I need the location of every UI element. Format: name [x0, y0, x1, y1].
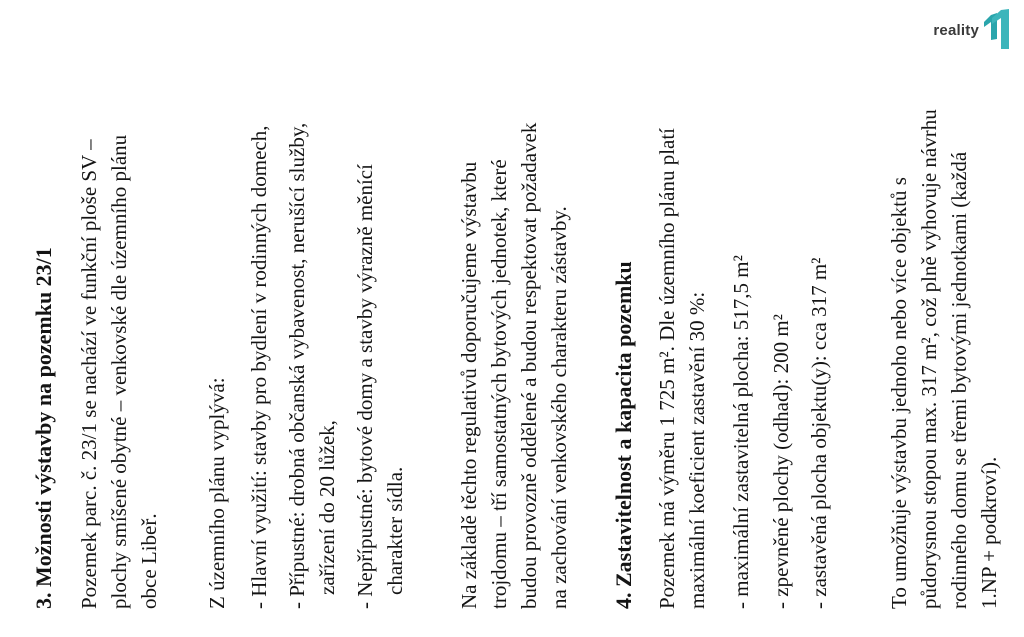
- text-line: Pozemek má výměru 1 725 m². Dle územního plánu platí: [655, 127, 679, 609]
- text-line: na zachování venkovského charakteru zástavby.: [547, 206, 571, 609]
- text-line: trojdomu – tří samostatných bytových jednotek, které: [487, 159, 511, 609]
- bullet-zastavitelna-plocha: [726, 6, 756, 609]
- text-line: - zastavěná plocha objektu(y): cca 317 m²: [807, 257, 831, 609]
- bullet-zastavena-plocha: [804, 6, 834, 609]
- text-line: charakter sídla.: [383, 466, 407, 595]
- text-line: - Přípustné: drobná občanská vybavenost, nerušící služby,: [285, 122, 309, 609]
- text-line: rodinného domu se třemi bytovými jednotkami (každá: [947, 151, 971, 609]
- text-line: - Hlavní využití: stavby pro bydlení v rodinných domech,: [247, 125, 271, 609]
- text-line: zařízení do 20 lůžek,: [315, 420, 339, 595]
- text-line: budou provozně oddělené a budou respektovat požadavek: [517, 122, 541, 609]
- text-line: Z územního plánu vyplývá:: [205, 377, 229, 609]
- text-line: To umožňuje výstavbu jednoho nebo více objektů s: [887, 177, 911, 609]
- section-4-intro-paragraph: [652, 6, 712, 609]
- text-line: maximální koeficient zastavění 30 %:: [685, 291, 709, 609]
- text-line: - zpevněné plochy (odhad): 200 m²: [769, 314, 793, 609]
- plan-intro-paragraph: [202, 6, 232, 609]
- section-4-heading: 4. Zastavitelnost a kapacita pozemku: [611, 261, 636, 609]
- text-line: obce Libeř.: [137, 513, 161, 609]
- conclusion-paragraph: [884, 6, 1004, 609]
- text-line: půdorysnou stopou max. 317 m², což plně vyhovuje návrhu: [917, 109, 941, 609]
- text-line: plochy smíšené obytné – venkovské dle územního plánu: [107, 134, 131, 609]
- recommendation-paragraph: [454, 6, 574, 609]
- logo-brand-text: reality: [933, 22, 979, 39]
- bullet-zpevnene-plochy: [766, 6, 796, 609]
- text-line: - Nepřípustné: bytové domy a stavby výrazně měnící: [353, 164, 377, 609]
- bullet-pripustne: [282, 6, 342, 609]
- text-line: Na základě těchto regulativů doporučujeme výstavbu: [457, 161, 481, 609]
- text-line: 1.NP + podkroví).: [977, 456, 1001, 609]
- bullet-hlavni-vyuziti: [244, 6, 274, 609]
- section-3-heading: 3. Možnosti výstavby na pozemku 23/1: [31, 247, 56, 609]
- section-3-intro-paragraph: [74, 6, 164, 609]
- logo-11-icon: [982, 8, 1014, 50]
- text-line: - maximální zastavitelná plocha: 517,5 m²: [729, 255, 753, 609]
- text-line: Pozemek parc. č. 23/1 se nachází ve funkční ploše SV –: [77, 139, 101, 609]
- reality11-logo: [933, 8, 1014, 50]
- bullet-nepripustne: [350, 6, 410, 609]
